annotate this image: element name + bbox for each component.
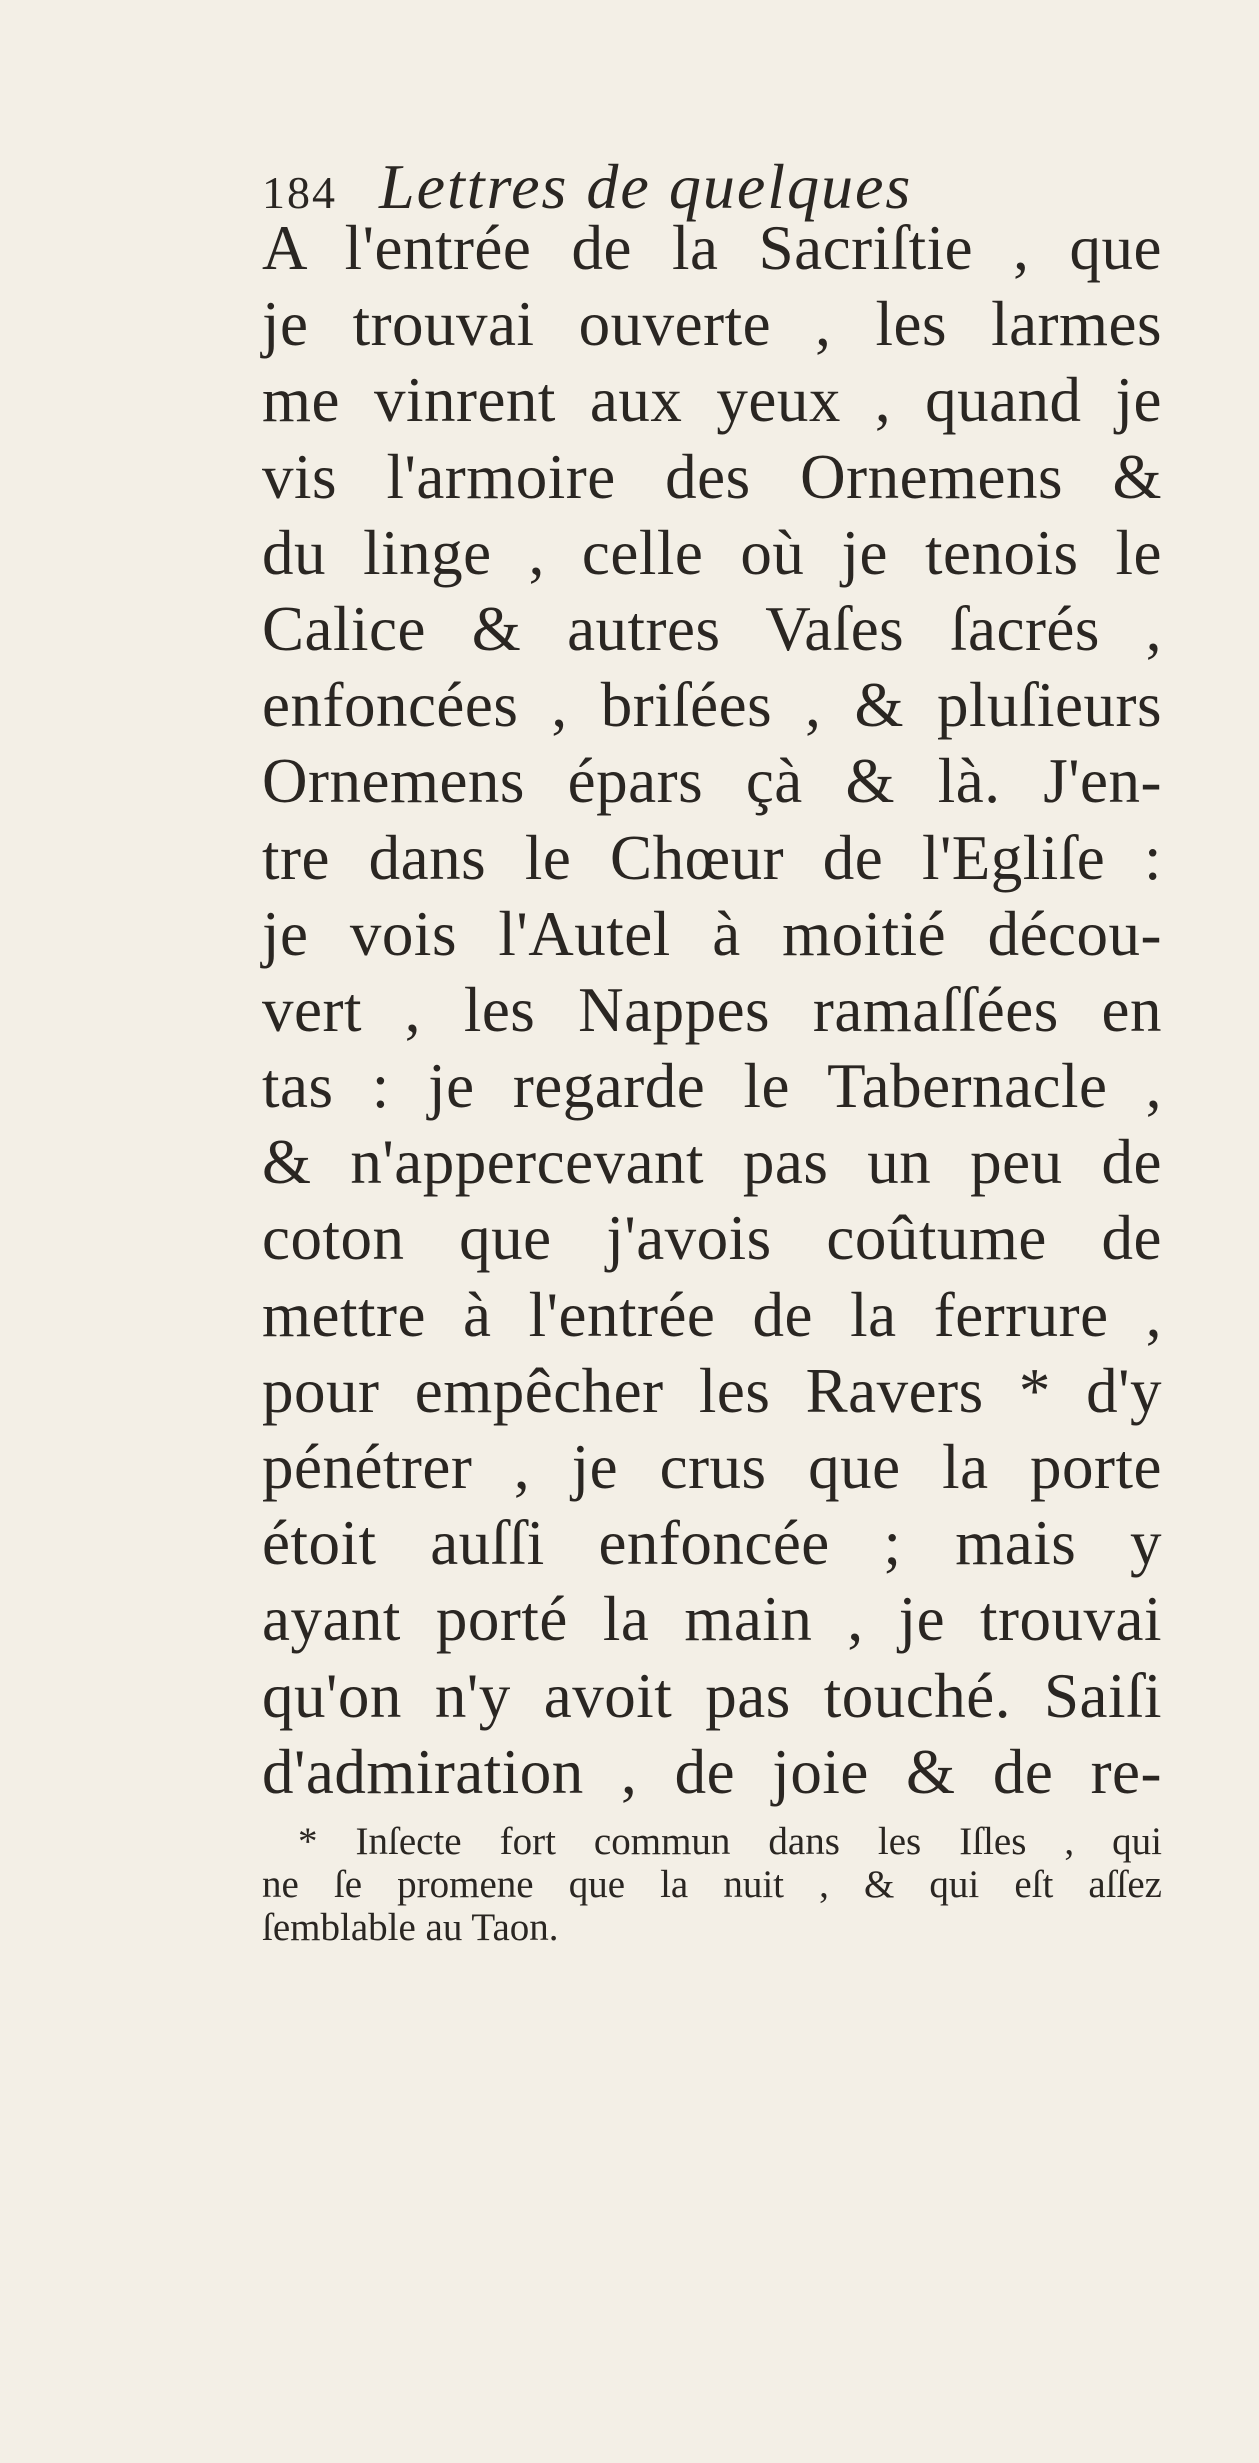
text-line: pour empêcher les Ravers * d'y	[262, 1355, 1162, 1426]
text-line: ayant porté la main , je trouvai	[262, 1584, 1162, 1655]
text-line: enfoncées , briſées , & pluſieurs	[262, 670, 1162, 741]
text-line: me vinrent aux yeux , quand je	[262, 365, 1162, 436]
text-line: vis l'armoire des Ornemens &	[262, 441, 1162, 512]
page-number: 184	[262, 167, 337, 218]
text-line: Ornemens épars çà & là. J'en-	[262, 746, 1162, 817]
text-line: Calice & autres Vaſes ſacrés ,	[262, 593, 1162, 664]
text-line: tre dans le Chœur de l'Egliſe :	[262, 822, 1162, 893]
footnote-line: ne ſe promene que la nuit , & qui eſt aſſez	[262, 1863, 1162, 1906]
text-line: tas : je regarde le Tabernacle ,	[262, 1051, 1162, 1122]
text-line: vert , les Nappes ramaſſées en	[262, 974, 1162, 1045]
text-line: d'admiration , de joie & de re-	[262, 1736, 1162, 1807]
text-line: & n'appercevant pas un peu de	[262, 1127, 1162, 1198]
text-line: qu'on n'y avoit pas touché. Saiſi	[262, 1660, 1162, 1731]
text-line: coton que j'avois coûtume de	[262, 1203, 1162, 1274]
text-line: je trouvai ouverte , les larmes	[262, 289, 1162, 360]
text-line: A l'entrée de la Sacriſtie , que	[262, 213, 1162, 283]
footnote	[262, 1820, 1162, 1949]
footnote-line: ſemblable au Taon.	[262, 1906, 559, 1949]
text-line: mettre à l'entrée de la ferrure ,	[262, 1279, 1162, 1350]
body-text	[262, 210, 1162, 1810]
text-line: pénétrer , je crus que la porte	[262, 1432, 1162, 1502]
text-line: étoit auſſi enfoncée ; mais y	[262, 1508, 1162, 1579]
text-line: du linge , celle où je tenois le	[262, 517, 1162, 588]
footnote-line: * Inſecte fort commun dans les Iſles , qui	[298, 1820, 1162, 1863]
running-title: Lettres de quelques	[379, 151, 913, 222]
text-line: je vois l'Autel à moitié décou-	[262, 898, 1162, 969]
